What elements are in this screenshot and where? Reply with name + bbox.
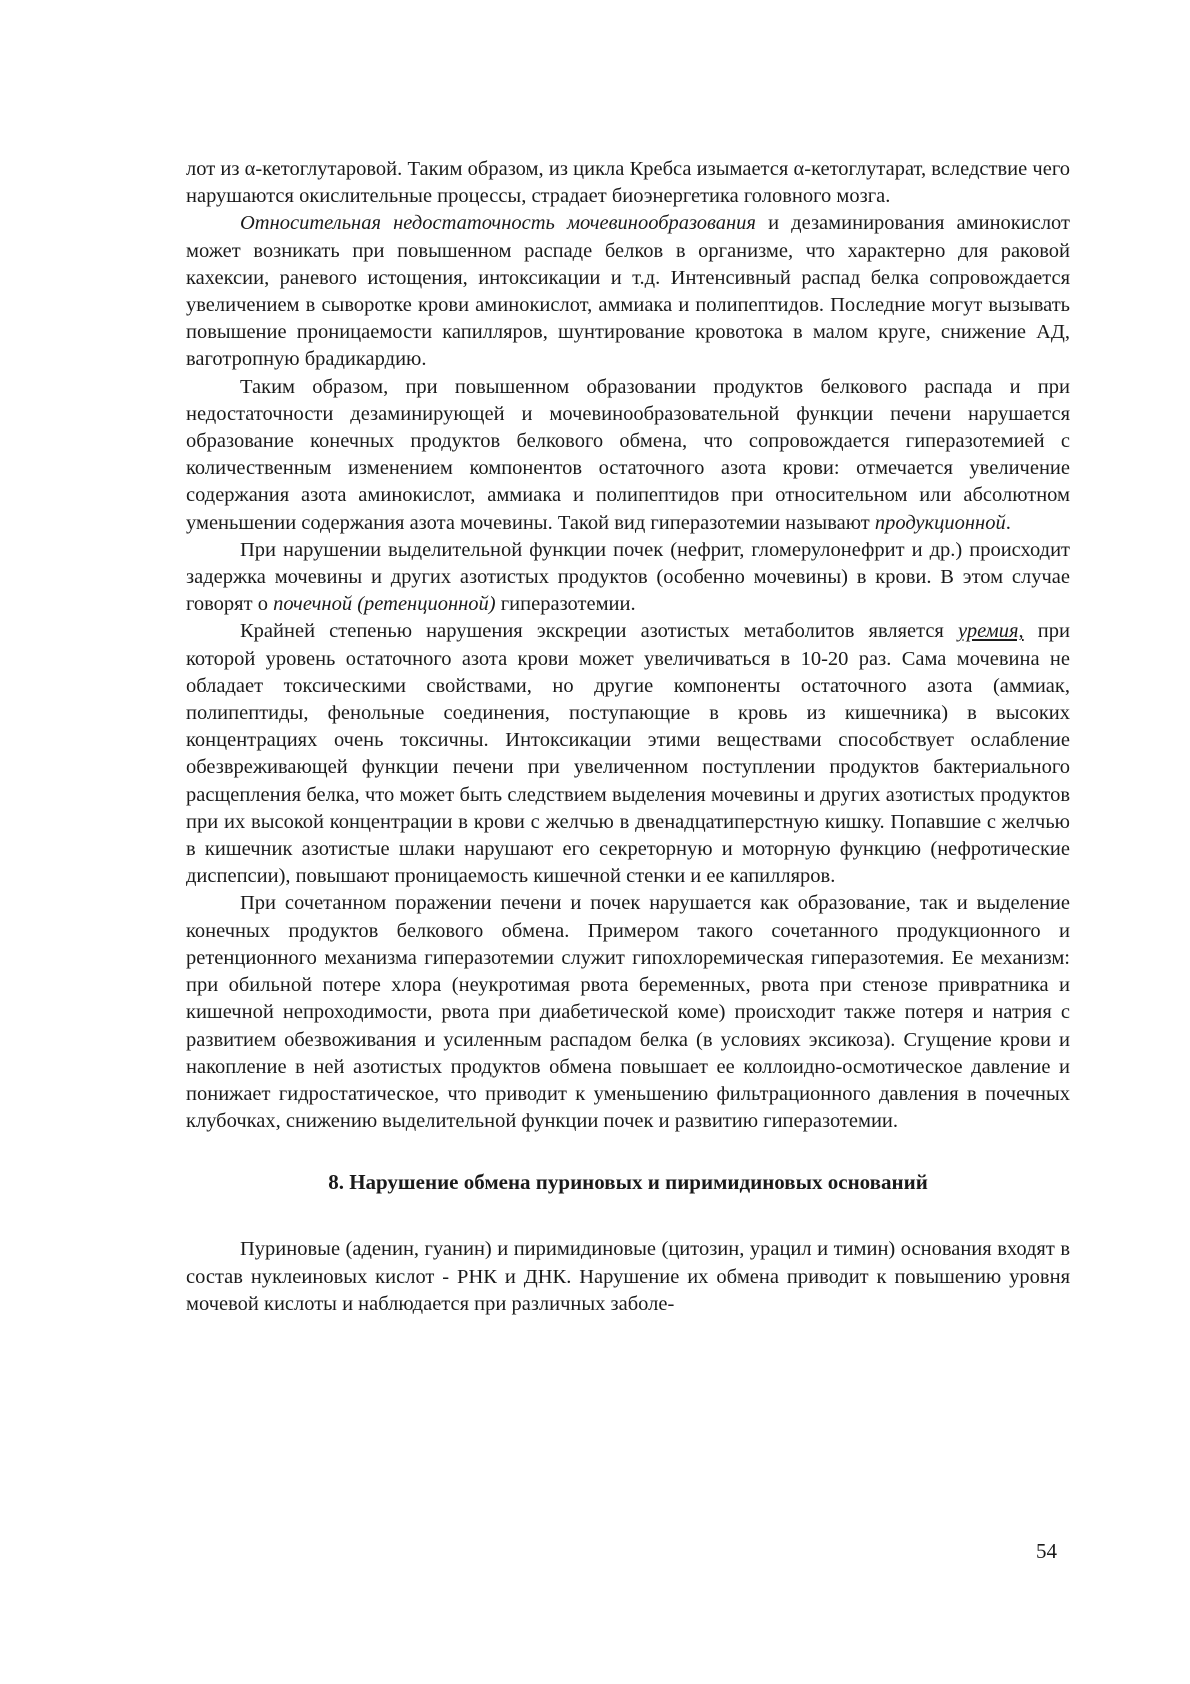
paragraph-text: и дезаминирования аминокислот может возникать при повышенном распаде белков в организме, что характерно для раковой кахексии, раневого истощения, интоксикации и т.д. Интенсивный распад белка сопровождается увеличением в сыворотке крови аминокислот, аммиака и полипептидов. Последние могут вызывать повышение проницаемости капилляров, шунтирование кровотока в малом круге, снижение АД, ваготропную брадикардию. (186, 212, 1070, 371)
paragraph-text: при которой уровень остаточного азота крови может увеличиваться в 10-20 раз. Сама мочевина не обладает токсическими свойствами, но другие компоненты остаточного азота (аммиак, полипептиды, фенольные соединения, поступающие в кровь из кишечника) в высоких концентрациях очень токсичны. Интоксикации этими веществами способствует ослабление обезвреживающей функции печени при увеличенном поступлении продуктов бактериального расщепления белка, что может быть следствием выделения мочевины и других азотистых продуктов при их высокой концентрации в крови с желчью в двенадцатиперстную кишку. Попавшие с желчью в кишечник азотистые шлаки нарушают его секреторную и моторную функцию (нефротические диспепсии), повышают проницаемость кишечной стенки и ее капилляров. (186, 620, 1070, 888)
section-heading: 8. Нарушение обмена пуриновых и пиримидиновых оснований (328, 1170, 928, 1195)
body-paragraph (186, 890, 1070, 1135)
paragraph-text: гиперазотемии. (495, 593, 636, 616)
body-paragraph (186, 374, 1070, 537)
emphasized-term: почечной (ретенционной) (273, 593, 496, 616)
paragraph-text: Крайней степенью нарушения экскреции азотистых метаболитов является (240, 620, 958, 643)
emphasized-term: уремия, (958, 620, 1024, 643)
page-body (186, 156, 1070, 1318)
body-paragraph (186, 618, 1070, 890)
paragraph-text: При нарушении выделительной функции почек (нефрит, гломерулонефрит и др.) происходит задержка мочевины и других азотистых продуктов (особенно мочевины) в крови. В этом случае говорят о (186, 538, 1070, 616)
after-heading-paragraph: Пуриновые (аденин, гуанин) и пиримидиновые (цитозин, урацил и тимин) основания входят в состав нуклеиновых кислот - РНК и ДНК. Нарушение их обмена приводит к повышению уровня мочевой кислоты и наблюдается при различных заболе- (186, 1238, 1070, 1315)
emphasized-term: Относительная недостаточность мочевинообразования (240, 212, 756, 235)
page-number: 54 (1036, 1539, 1057, 1563)
body-paragraph (186, 537, 1070, 619)
body-paragraph (186, 156, 1070, 210)
emphasized-term: продукционной (874, 511, 1006, 534)
paragraph-list (186, 156, 1070, 1135)
paragraph-text: Таким образом, при повышенном образовании продуктов белкового распада и при недостаточности дезаминирующей и мочевинообразовательной функции печени нарушается образование конечных продуктов белкового обмена, что сопровождается гиперазотемией с количественным изменением компонентов остаточного азота крови: отмечается увеличение содержания азота аминокислот, аммиака и полипептидов при относительном или абсолютном уменьшении содержания азота мочевины. Такой вид гиперазотемии называют (186, 375, 1070, 534)
paragraph-text: . (1005, 511, 1011, 534)
paragraph-text: При сочетанном поражении печени и почек нарушается как образование, так и выделение конечных продуктов белкового обмена. Примером такого сочетанного продукционного и ретенционного механизма гиперазотемии служит гипохлоремическая гиперазотемия. Ее механизм: при обильной потере хлора (неукротимая рвота беременных, рвота при стенозе привратника и кишечной непроходимости, рвота при диабетической коме) происходит также потеря и натрия с развитием обезвоживания и усиленным распадом белка (в условиях эксикоза). Сгущение крови и накопление в ней азотистых продуктов обмена повышает ее коллоидно-осмотическое давление и понижает гидростатическое, что приводит к уменьшению фильтрационного давления в почечных клубочках, снижению выделительной функции почек и развитию гиперазотемии. (186, 892, 1070, 1133)
body-paragraph (186, 210, 1070, 373)
paragraph-text: лот из α-кетоглутаровой. Таким образом, из цикла Кребса изымается α-кетоглутарат, вследствие чего нарушаются окислительные процессы, страдает биоэнергетика головного мозга. (186, 158, 1070, 208)
